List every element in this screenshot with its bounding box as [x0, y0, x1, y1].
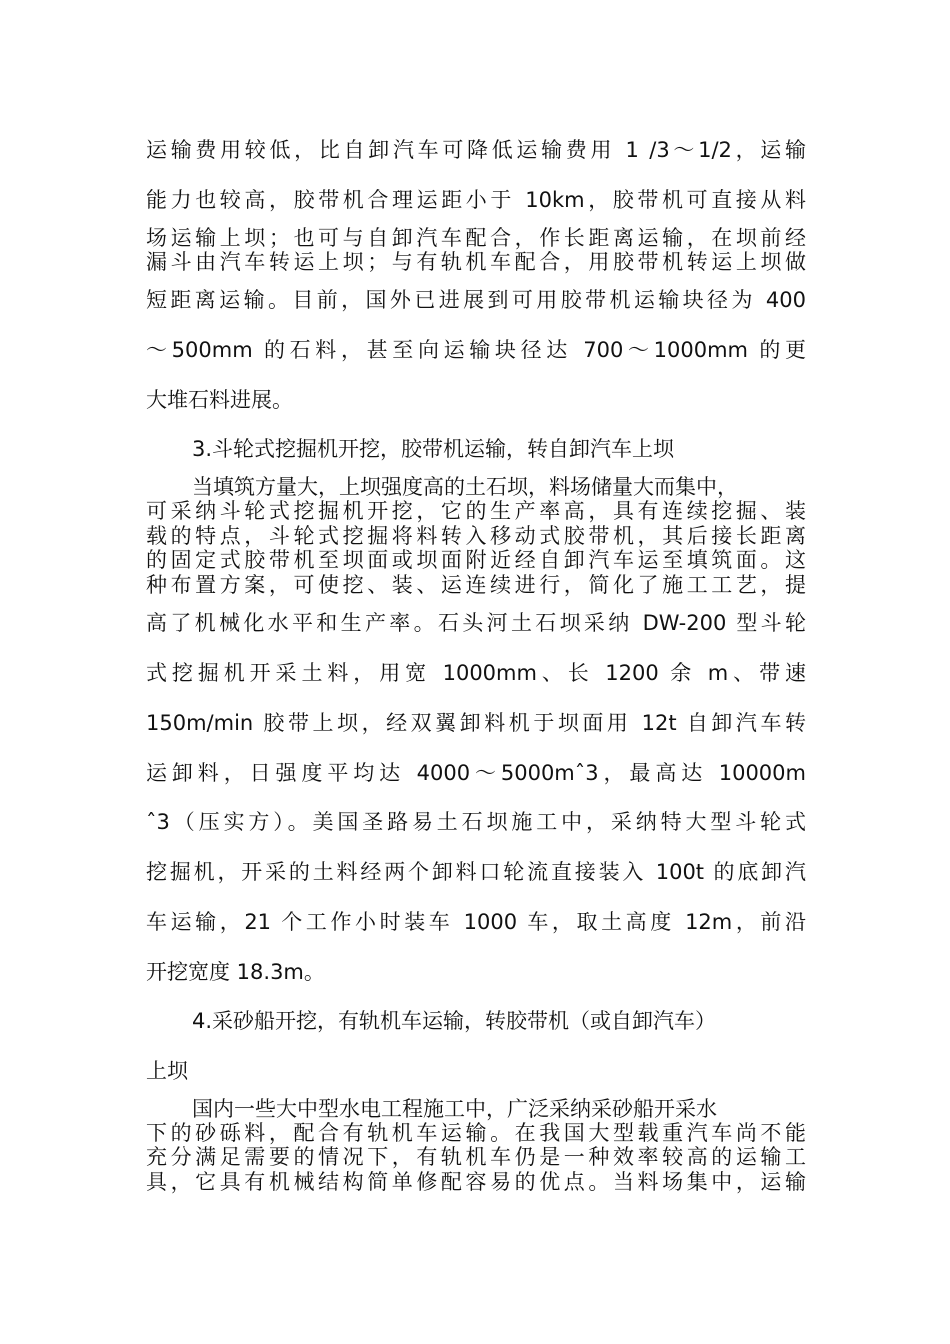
- text-line: 具，它具有机械结构简单修配容易的优点。当料场集中，运输: [146, 1170, 806, 1194]
- text-line: 下的砂砾料，配合有轨机车运输。在我国大型载重汽车尚不能: [146, 1121, 806, 1145]
- text-line: 国内一些大中型水电工程施工中，广泛采纳采砂船开采水: [192, 1097, 717, 1121]
- text-line: 载的特点，斗轮式挖掘将料转入移动式胶带机，其后接长距离: [146, 524, 806, 548]
- section-heading-continued: 上坝: [146, 1059, 188, 1083]
- text-line: 大堆石料进展。: [146, 388, 293, 412]
- text-line: 运输费用较低，比自卸汽车可降低运输费用 1 /3～1/2，运输: [146, 138, 806, 162]
- text-line: 车运输，21 个工作小时装车 1000 车，取土高度 12m，前沿: [146, 910, 806, 934]
- text-line: 能力也较高，胶带机合理运距小于 10km，胶带机可直接从料: [146, 188, 806, 212]
- text-line: 短距离运输。目前，国外已进展到可用胶带机运输块径为 400: [146, 288, 806, 312]
- text-line: 高了机械化水平和生产率。石头河土石坝采纳 DW-200 型斗轮: [146, 611, 806, 635]
- text-line: 开挖宽度 18.3m。: [146, 960, 325, 984]
- text-line: 的固定式胶带机至坝面或坝面附近经自卸汽车运至填筑面。这: [146, 548, 806, 572]
- text-line: 当填筑方量大，上坝强度高的土石坝，料场储量大而集中，: [192, 475, 738, 499]
- text-line: 充分满足需要的情况下，有轨机车仍是一种效率较高的运输工: [146, 1145, 806, 1169]
- text-line: 150m/min 胶带上坝，经双翼卸料机于坝面用 12t 自卸汽车转: [146, 711, 806, 735]
- section-heading: 4.采砂船开挖，有轨机车运输，转胶带机（或自卸汽车）: [192, 1009, 717, 1033]
- text-line: 运卸料，日强度平均达 4000～5000mˆ3，最高达 10000m: [146, 761, 806, 785]
- text-line: ˆ3（压实方）。美国圣路易土石坝施工中，采纳特大型斗轮式: [146, 810, 806, 834]
- text-line: ～500mm 的石料，甚至向运输块径达 700～1000mm 的更: [146, 338, 806, 362]
- text-line: 挖掘机，开采的土料经两个卸料口轮流直接装入 100t 的底卸汽: [146, 860, 806, 884]
- text-line: 种布置方案，可使挖、装、运连续进行，简化了施工工艺，提: [146, 573, 806, 597]
- text-line: 漏斗由汽车转运上坝；与有轨机车配合，用胶带机转运上坝做: [146, 250, 806, 274]
- text-line: 可采纳斗轮式挖掘机开挖，它的生产率高，具有连续挖掘、装: [146, 499, 806, 523]
- section-heading: 3.斗轮式挖掘机开挖，胶带机运输，转自卸汽车上坝: [192, 437, 675, 461]
- text-line: 式挖掘机开采土料，用宽 1000mm、长 1200 余 m、带速: [146, 661, 806, 685]
- text-line: 场运输上坝；也可与自卸汽车配合，作长距离运输，在坝前经: [146, 226, 806, 250]
